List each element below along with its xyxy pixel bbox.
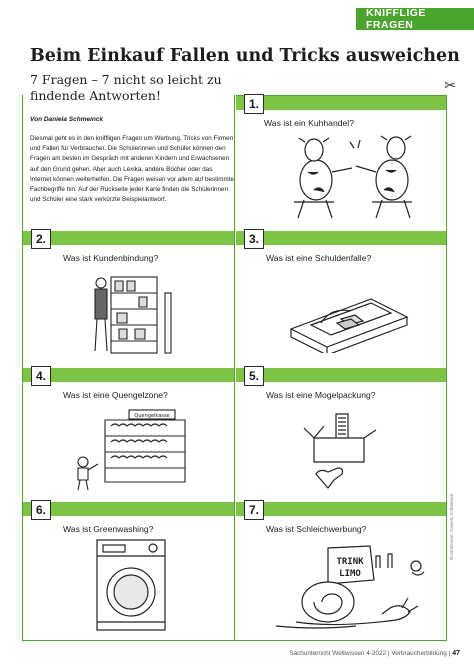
card-bar bbox=[236, 368, 446, 382]
intro-text: Diesmal geht es in den kniffligen Fragen um Werbung, Tricks von Firmen und Fallen für Verbraucher. Die Schülerinnen und Schüler können den Fragen am besten im Gespräch mit anderen Kindern und Erwachsenen auf den Grund gehen. Aber auch Lexika, andere Bücher oder das Internet können weiterhelfen. Die Fragen weisen vor allem auf bestimmte Fachbegriffe hin. Auf der Rückseite jeder Karte finden die Schülerinnen und Schüler eine stark verkürzte Beispielantwort. bbox=[30, 135, 235, 204]
question-card-1 bbox=[236, 96, 446, 226]
cows-trading-icon bbox=[274, 132, 434, 224]
card-question: Was ist eine Schuldenfalle? bbox=[266, 253, 372, 263]
frame-right bbox=[446, 95, 447, 640]
question-card-5 bbox=[236, 368, 446, 498]
author-line: Von Daniela Schmeinck bbox=[30, 116, 104, 123]
snail-sign: TRINK bbox=[336, 557, 364, 567]
question-card-3 bbox=[236, 231, 446, 361]
card-question: Was ist eine Quengelzone? bbox=[63, 390, 168, 400]
card-number: 4. bbox=[31, 366, 51, 386]
card-number: 7. bbox=[244, 500, 264, 520]
card-question: Was ist Schleichwerbung? bbox=[266, 524, 367, 534]
illustration-credit: Illustrationen: Daniela Schmeinck bbox=[449, 493, 454, 560]
shelf-sign: Quengelkasse bbox=[134, 413, 170, 419]
snail-ad-icon bbox=[256, 542, 434, 634]
frame-center bbox=[234, 95, 235, 640]
card-number: 6. bbox=[31, 500, 51, 520]
card-number: 1. bbox=[244, 94, 264, 114]
question-card-2 bbox=[23, 231, 234, 361]
sweets-shelf-icon bbox=[65, 404, 195, 494]
card-question: Was ist eine Mogelpackung? bbox=[266, 390, 376, 400]
scissors-icon: ✂ bbox=[444, 78, 456, 94]
footer-text: Sachunterricht Weltwissen 4-2022 | Verbraucherbildung | bbox=[289, 650, 451, 657]
card-bar bbox=[23, 231, 234, 245]
page-footer bbox=[289, 650, 460, 657]
section-label: KNIFFLIGE FRAGEN bbox=[356, 8, 474, 30]
frame-bottom bbox=[22, 640, 447, 641]
card-question: Was ist ein Kuhhandel? bbox=[264, 118, 354, 128]
mousetrap-with-money-icon bbox=[281, 289, 411, 353]
question-card-6 bbox=[23, 502, 234, 640]
washing-machine-icon bbox=[93, 536, 171, 634]
shopper-at-shelf-icon bbox=[83, 271, 193, 357]
card-bar bbox=[23, 368, 234, 382]
box-with-hand-icon bbox=[294, 408, 394, 496]
card-number: 5. bbox=[244, 366, 264, 386]
card-number: 3. bbox=[244, 229, 264, 249]
card-bar bbox=[236, 502, 446, 516]
card-number: 2. bbox=[31, 229, 51, 249]
card-question: Was ist Kundenbindung? bbox=[63, 253, 159, 263]
question-card-7 bbox=[236, 502, 446, 640]
card-question: Was ist Greenwashing? bbox=[63, 524, 154, 534]
snail-sign-2: LIMO bbox=[339, 569, 361, 579]
card-bar bbox=[236, 231, 446, 245]
page-number: 47 bbox=[452, 650, 460, 657]
card-bar bbox=[236, 96, 446, 110]
page-title: Beim Einkauf Fallen und Tricks ausweichen bbox=[30, 46, 460, 66]
question-card-4 bbox=[23, 368, 234, 498]
page-subtitle: 7 Fragen – 7 nicht so leicht zu findende Antworten! bbox=[30, 72, 222, 103]
card-bar bbox=[23, 502, 234, 516]
